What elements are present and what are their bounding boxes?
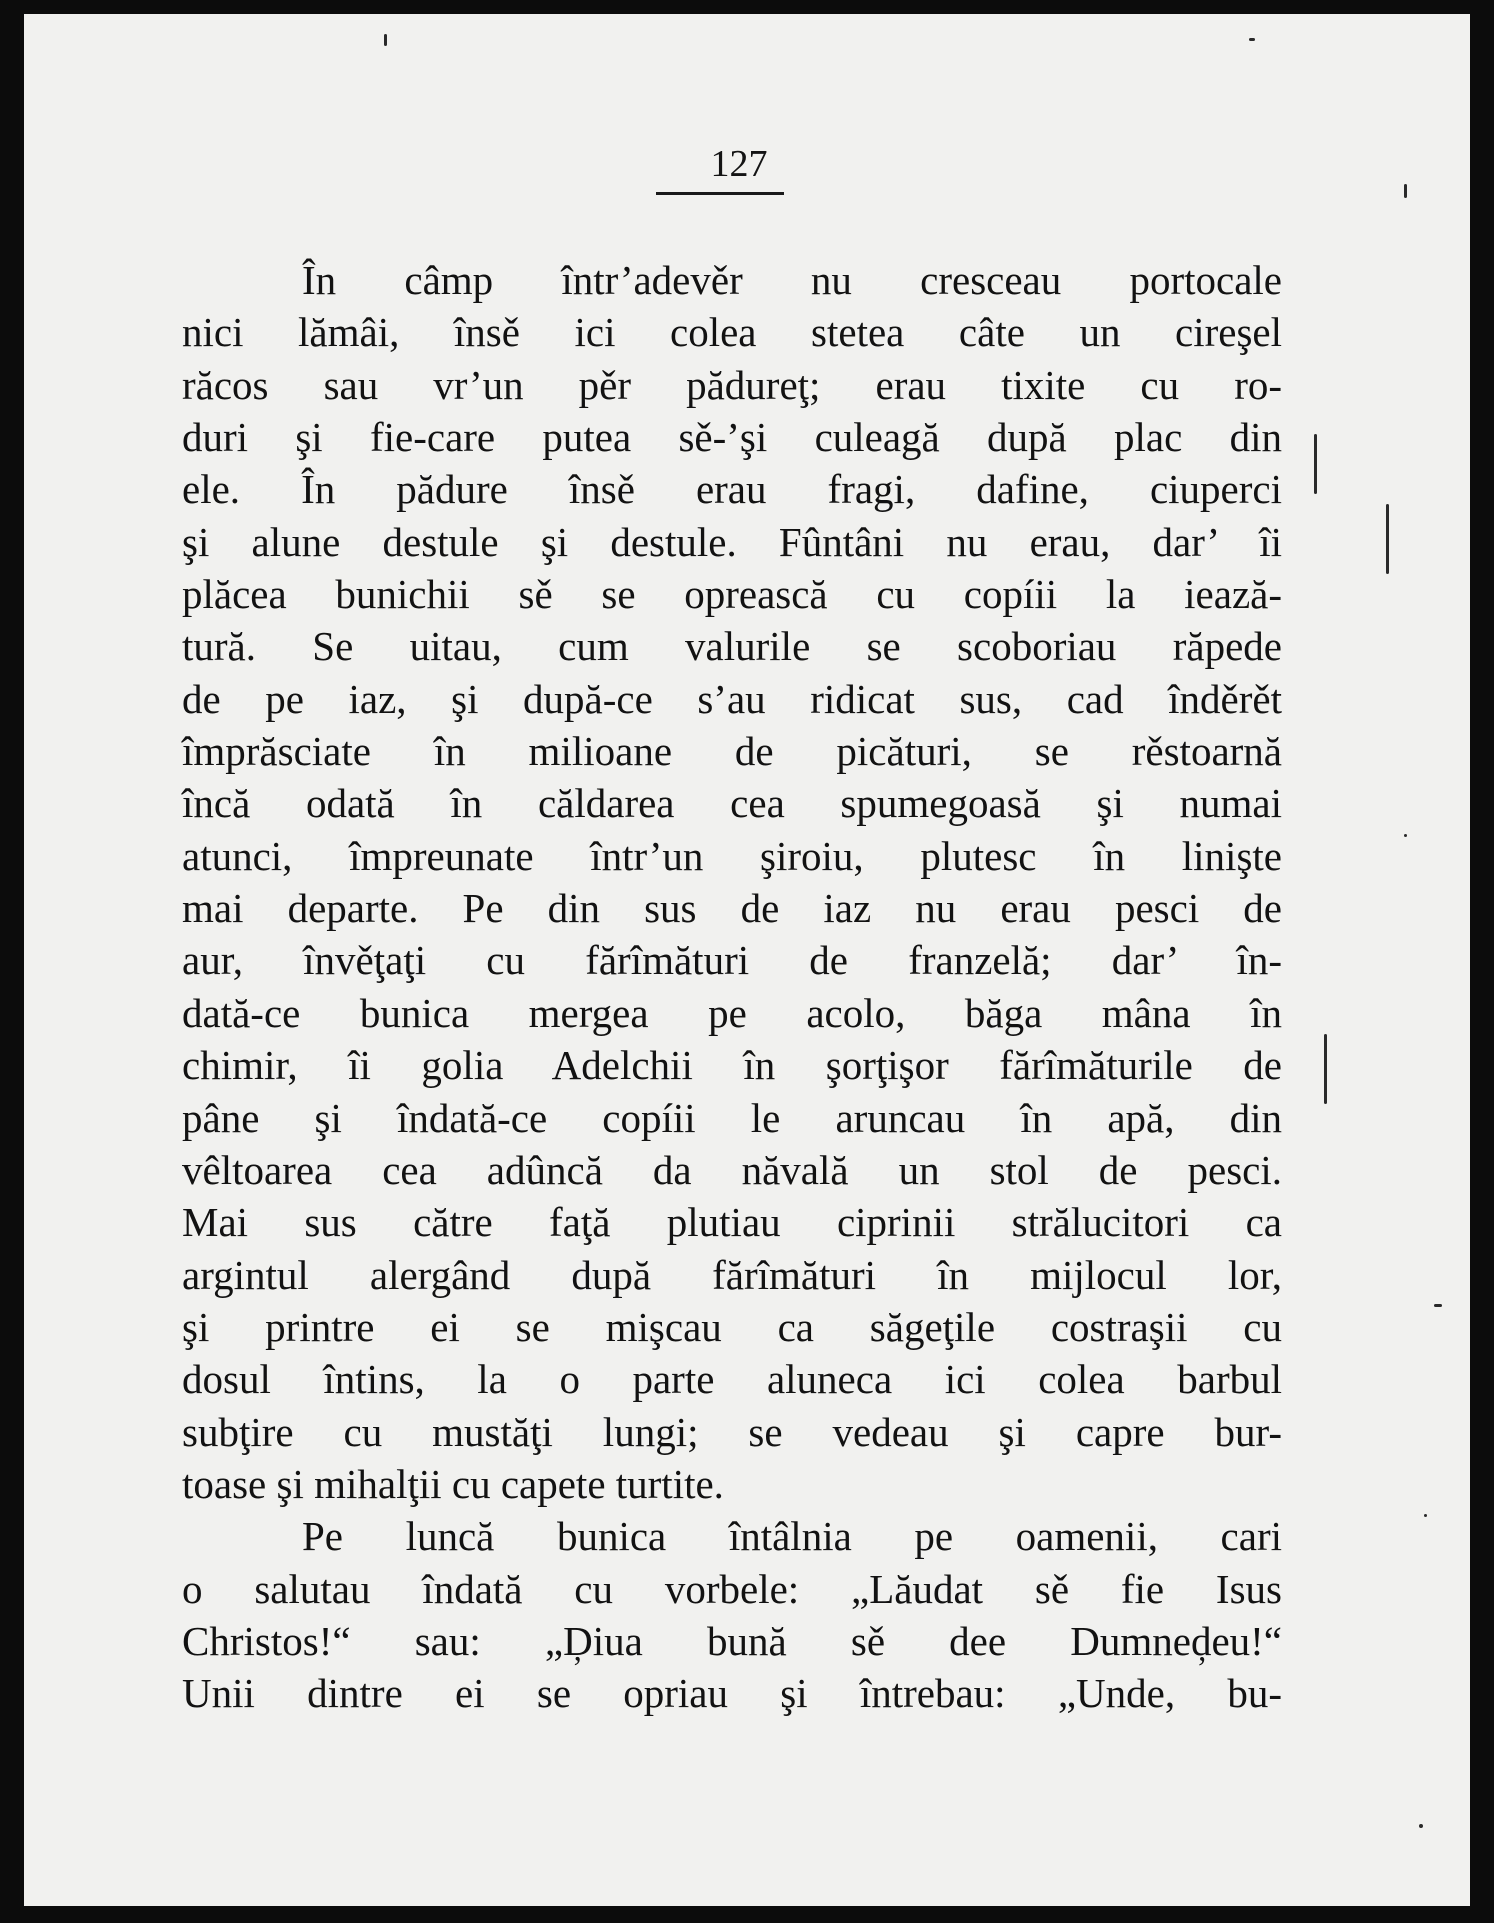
text-line: duri şi fie-care putea sě-’şi culeagă după plac din [182, 414, 1282, 461]
text-line: tură. Se uitau, cum valurile se scoboriau răpede [182, 623, 1282, 670]
text-line: pâne şi îndată-ce copíii le aruncau în apă, din [182, 1094, 1282, 1141]
text-line: o salutau îndată cu vorbele: „Lăudat sě fie Isus [182, 1565, 1282, 1612]
page-number: 127 [710, 143, 768, 185]
text-line: subţire cu mustăţi lungi; se vedeau şi capre bur- [182, 1408, 1282, 1455]
text-line: dosul întins, la o parte aluneca ici colea barbul [182, 1356, 1282, 1403]
text-line: Christos!“ sau: „Ḑiua bună sě dee Dumneḑeu!“ [182, 1617, 1282, 1664]
text-line: încă odată în căldarea cea spumegoasă şi numai [182, 780, 1282, 827]
text-line: şi alune destule şi destule. Fûntâni nu erau, dar’ îi [182, 518, 1282, 565]
text-line: mai departe. Pe din sus de iaz nu erau pesci de [182, 885, 1282, 932]
text-line: Pe luncă bunica întâlnia pe oamenii, cari [302, 1513, 1282, 1560]
scan-speck [1419, 1824, 1423, 1828]
text-line: Mai sus către faţă plutiau ciprinii strălucitori ca [182, 1199, 1282, 1246]
text-line: atunci, împreunate într’un şiroiu, plutesc în linişte [182, 832, 1282, 879]
text-line: toase şi mihalţii cu capete turtite. [182, 1460, 724, 1507]
text-line: nici lămâi, însě ici colea stetea câte un cireşel [182, 309, 1282, 356]
scan-speck [1424, 1514, 1427, 1517]
scan-speck [1324, 1034, 1327, 1104]
text-line: vêltoarea cea adûncă da năvală un stol de pesci. [182, 1146, 1282, 1193]
text-line: şi printre ei se mişcau ca săgeţile costraşii cu [182, 1303, 1282, 1350]
text-line: Unii dintre ei se opriau şi întrebau: „Unde, bu- [182, 1670, 1282, 1717]
scan-speck [1434, 1304, 1442, 1307]
book-page [24, 14, 1470, 1906]
text-line: argintul alergând după fărîmături în mijlocul lor, [182, 1251, 1282, 1298]
text-line: plăcea bunichii sě se oprească cu copíii la iează- [182, 571, 1282, 618]
scan-speck [1404, 184, 1407, 198]
text-line: dată-ce bunica mergea pe acolo, băga mâna în [182, 989, 1282, 1036]
text-line: aur, învěţaţi cu fărîmături de franzelă; dar’ în- [182, 937, 1282, 984]
scan-speck [1404, 834, 1407, 837]
text-line: împrăsciate în milioane de picături, se rěstoarnă [182, 728, 1282, 775]
scan-speck [1314, 434, 1317, 494]
text-line: ele. În pădure însě erau fragi, dafine, ciuperci [182, 466, 1282, 513]
text-line: chimir, îi golia Adelchii în şorţişor fărîmăturile de [182, 1042, 1282, 1089]
text-line: de pe iaz, şi după-ce s’au ridicat sus, cad înděrět [182, 675, 1282, 722]
body-text [182, 254, 1282, 1720]
text-line: În câmp într’adevěr nu cresceau portocale [302, 257, 1282, 303]
scan-speck [384, 34, 387, 46]
text-line: răcos sau vr’un pěr pădureţ; erau tixite cu ro- [182, 361, 1282, 408]
page-number-rule [656, 192, 784, 195]
scan-speck [1386, 504, 1389, 574]
scan-speck [1249, 38, 1255, 41]
